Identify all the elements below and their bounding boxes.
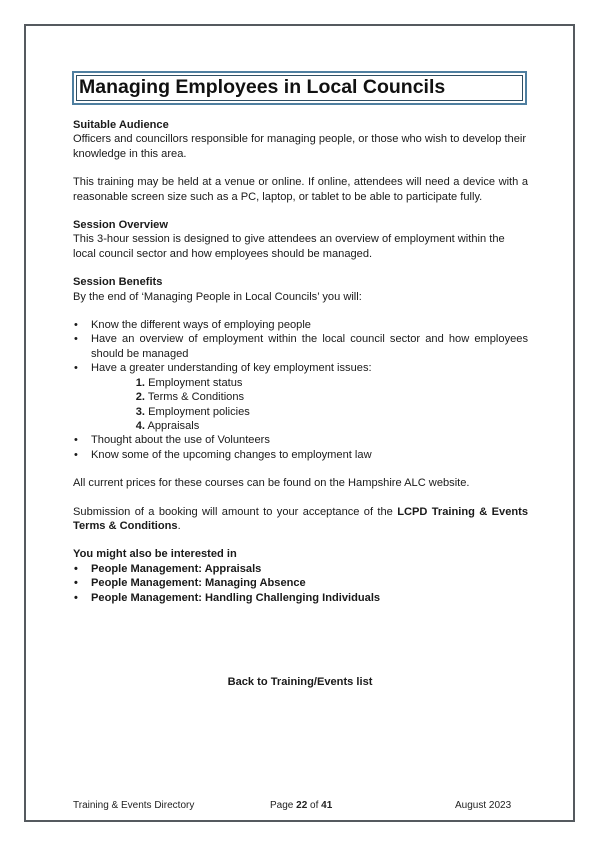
list-item: 1. Employment status (135, 376, 243, 389)
related-list (73, 562, 528, 605)
list-item: • Have an overview of employment within the local council sector and how employees should be managed (73, 332, 528, 361)
list-item: • Know the different ways of employing people (73, 318, 528, 332)
related-link-challenging[interactable]: • People Management: Handling Challenging Individuals (73, 591, 528, 605)
page-title: Managing Employees in Local Councils (79, 76, 446, 98)
title-box (72, 71, 527, 105)
audience-heading: Suitable Audience (73, 119, 169, 131)
list-item: 4. Appraisals (135, 419, 200, 432)
prices-text: All current prices for these courses can be found on the Hampshire ALC website. (73, 477, 470, 490)
related-heading: You might also be interested in (73, 548, 237, 561)
footer-page-number: Page 22 of 41 (270, 800, 333, 811)
delivery-text: This training may be held at a venue or online. If online, attendees will need a device with a reasonable screen size such as a PC, laptop, or tablet to be able to participate fully. (73, 176, 528, 203)
list-item: 3. Employment policies (135, 405, 250, 418)
benefits-heading: Session Benefits (73, 276, 163, 289)
related-link-appraisals[interactable]: • People Management: Appraisals (73, 562, 528, 576)
benefits-intro: By the end of ‘Managing People in Local Councils’ you will: (73, 290, 362, 303)
benefits-list (73, 318, 528, 462)
back-to-list-link[interactable]: Back to Training/Events list (227, 676, 373, 688)
related-link-absence[interactable]: • People Management: Managing Absence (73, 576, 528, 590)
submission-text: Submission of a booking will amount to your acceptance of the LCPD Training & Events Terms & Conditions. (73, 505, 529, 532)
list-item: • Thought about the use of Volunteers (73, 433, 528, 447)
issues-list (91, 376, 528, 434)
overview-heading: Session Overview (73, 219, 168, 232)
content (73, 118, 528, 605)
footer-left: Training & Events Directory (73, 800, 195, 811)
footer-date: August 2023 (455, 800, 512, 811)
list-item-text: Have a greater understanding of key employment issues: (91, 362, 372, 375)
list-item: • Know some of the upcoming changes to employment law (73, 448, 528, 462)
list-item: 2. Terms & Conditions (135, 391, 245, 404)
terms-link[interactable]: LCPD Training & Events Terms & Conditions (73, 505, 529, 532)
overview-text: This 3-hour session is designed to give attendees an overview of employment within the local council sector and how employees should be managed. (73, 233, 505, 260)
list-item (73, 361, 528, 433)
audience-text: Officers and councillors responsible for managing people, or those who wish to develop their knowledge in this area. (73, 133, 527, 160)
